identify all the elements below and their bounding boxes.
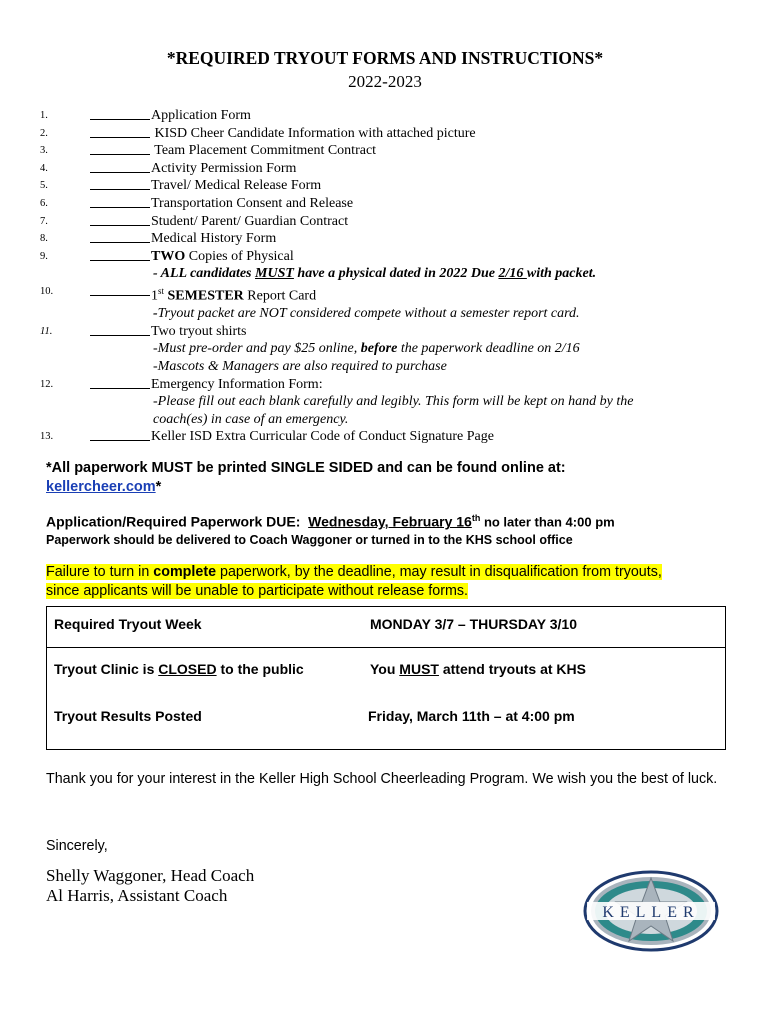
- assistant-coach-signature: Al Harris, Assistant Coach: [46, 886, 228, 905]
- list-item: 8. Medical History Form: [40, 231, 277, 247]
- schedule-row-2-value: You MUST attend tryouts at KHS: [370, 661, 586, 677]
- keller-star-logo-icon: [583, 870, 719, 952]
- emergency-note-2: coach(es) in case of an emergency.: [153, 411, 349, 427]
- list-item: 2. KISD Cheer Candidate Information with attached picture: [40, 125, 476, 141]
- check-blank: [90, 283, 150, 296]
- list-item: 7. Student/ Parent/ Guardian Contract: [40, 213, 349, 229]
- deadline-warning: Failure to turn in complete paperwork, by the deadline, may result in disqualification from tryouts, since applicants will be unable to participate without release forms.: [46, 564, 662, 599]
- kellercheer-link[interactable]: kellercheer.com: [46, 479, 156, 495]
- check-blank: [90, 248, 150, 261]
- closing-salutation: Sincerely,: [46, 838, 108, 854]
- paperwork-note: *All paperwork MUST be printed SINGLE SIDED and can be found online at: kellercheer.com*: [46, 460, 566, 495]
- logo-text: KELLER: [602, 904, 700, 921]
- check-blank: [90, 428, 150, 441]
- schedule-row-3-value: Friday, March 11th – at 4:00 pm: [368, 708, 575, 724]
- check-blank: [90, 323, 150, 336]
- document-title: *REQUIRED TRYOUT FORMS AND INSTRUCTIONS*: [166, 48, 604, 68]
- thank-you-message: Thank you for your interest in the Keller High School Cheerleading Program. We wish you the best of luck.: [46, 771, 718, 787]
- check-blank: [90, 376, 150, 389]
- list-item: 3. Team Placement Commitment Contract: [40, 143, 377, 159]
- list-item: 13. Keller ISD Extra Curricular Code of Conduct Signature Page: [40, 429, 494, 445]
- report-card-note: -Tryout packet are NOT considered compete without a semester report card.: [153, 306, 580, 322]
- check-blank: [90, 125, 150, 138]
- list-item: 12. Emergency Information Form:: [40, 376, 323, 392]
- school-year: 2022-2023: [348, 72, 422, 91]
- schedule-row-2-label: Tryout Clinic is CLOSED to the public: [54, 661, 304, 677]
- forms-checklist: [40, 107, 740, 446]
- check-blank: [90, 160, 150, 173]
- schedule-row-1-value: MONDAY 3/7 – THURSDAY 3/10: [370, 616, 577, 632]
- head-coach-signature: Shelly Waggoner, Head Coach: [46, 866, 255, 885]
- check-blank: [90, 195, 150, 208]
- check-blank: [90, 107, 150, 120]
- check-blank: [90, 177, 150, 190]
- list-item: 5. Travel/ Medical Release Form: [40, 178, 322, 194]
- shirts-note: -Must pre-order and pay $25 online, before the paperwork deadline on 2/16: [153, 341, 580, 357]
- check-blank: [90, 213, 150, 226]
- list-item: 10. 1st SEMESTER Report Card: [40, 283, 740, 305]
- list-item: 11. Two tryout shirts: [40, 323, 247, 339]
- delivery-instructions: Paperwork should be delivered to Coach Waggoner or turned in to the KHS school office: [46, 533, 573, 547]
- check-blank: [90, 230, 150, 243]
- list-item: 4. Activity Permission Form: [40, 160, 297, 176]
- schedule-row-3-label: Tryout Results Posted: [54, 708, 202, 724]
- emergency-note: -Please fill out each blank carefully and legibly. This form will be kept on hand by the: [153, 394, 634, 410]
- schedule-table: [46, 606, 726, 750]
- schedule-row-1-label: Required Tryout Week: [54, 616, 202, 632]
- list-item: 9. TWO Copies of Physical: [40, 248, 294, 264]
- check-blank: [90, 142, 150, 155]
- list-item: 6. Transportation Consent and Release: [40, 195, 354, 211]
- due-date-line: Application/Required Paperwork DUE: Wednesday, February 16th no later than 4:00 pm: [46, 513, 615, 530]
- physical-note: - ALL candidates MUST have a physical dated in 2022 Due 2/16 with packet.: [153, 266, 597, 282]
- table-divider: [47, 647, 725, 648]
- list-item: 1. Application Form: [40, 108, 251, 123]
- mascots-note: -Mascots & Managers are also required to purchase: [153, 358, 447, 374]
